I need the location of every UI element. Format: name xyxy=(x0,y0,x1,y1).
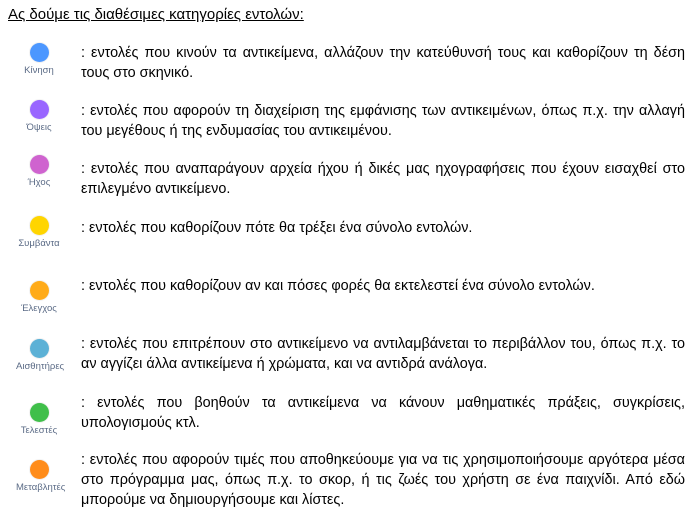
page-heading: Ας δούμε τις διαθέσιμες κατηγορίες εντολών: xyxy=(8,6,304,23)
category-description: : εντολές που επιτρέπουν στο αντικείμενο να αντιλαμβάνεται το περιβάλλον του, όπως π.χ. το αν αγγίζει άλλα αντικείμενα ή χρώματα, και να αντιδρά ανάλογα. xyxy=(81,336,685,372)
category-looks xyxy=(16,100,62,133)
category-description: : εντολές που αφορούν τιμές που αποθηκεύουμε για να τις χρησιμοποιήσουμε αργότερα μέσα στο πρόγραμμα μας, όπως π.χ. το σκορ, ή τις ζωές του χρήστη σε ένα παιχνίδι. Από εδώ μπορούμε να δημιουργήσουμε και λίστες. xyxy=(81,452,685,508)
category-motion xyxy=(16,43,62,76)
category-label: Κίνηση xyxy=(24,65,54,76)
sound-color-dot xyxy=(30,155,49,174)
sensing-color-dot xyxy=(30,339,49,358)
category-label: Αισθητήρες xyxy=(16,361,65,372)
variables-color-dot xyxy=(30,460,49,479)
events-color-dot xyxy=(30,216,49,235)
looks-color-dot xyxy=(30,100,49,119)
motion-color-dot xyxy=(30,43,49,62)
category-label: Τελεστές xyxy=(20,425,58,436)
category-description: : εντολές που βοηθούν τα αντικείμενα να κάνουν μαθηματικές πράξεις, συγκρίσεις, υπολογισμούς κτλ. xyxy=(81,395,685,431)
category-events xyxy=(16,216,62,249)
category-label: Έλεγχος xyxy=(21,303,57,314)
category-control xyxy=(16,281,62,314)
category-label: Ήχος xyxy=(27,177,51,188)
category-description: : εντολές που κινούν τα αντικείμενα, αλλάζουν την κατεύθυνσή τους και καθορίζουν τη δέση τους στο σκηνικό. xyxy=(81,45,685,81)
category-label: Μεταβλητές xyxy=(16,482,66,493)
operators-color-dot xyxy=(30,403,49,422)
category-sound xyxy=(16,155,62,188)
category-operators xyxy=(16,403,62,436)
category-label: Όψεις xyxy=(26,122,52,133)
category-description: : εντολές που αναπαράγουν αρχεία ήχου ή δικές μας ηχογραφήσεις που έχουν εισαχθεί στο επιλεγμένο αντικείμενο. xyxy=(81,161,685,197)
category-description: : εντολές που καθορίζουν πότε θα τρέξει ένα σύνολο εντολών. xyxy=(81,220,473,236)
category-label: Συμβάντα xyxy=(18,238,60,249)
category-description: : εντολές που αφορούν τη διαχείριση της εμφάνισης των αντικειμένων, όπως π.χ. την αλλαγή του μεγέθους ή της ενδυμασίας του αντικειμένου. xyxy=(81,103,685,139)
category-description: : εντολές που καθορίζουν αν και πόσες φορές θα εκτελεστεί ένα σύνολο εντολών. xyxy=(81,278,595,294)
control-color-dot xyxy=(30,281,49,300)
category-variables xyxy=(16,460,66,493)
category-sensing xyxy=(16,339,65,372)
